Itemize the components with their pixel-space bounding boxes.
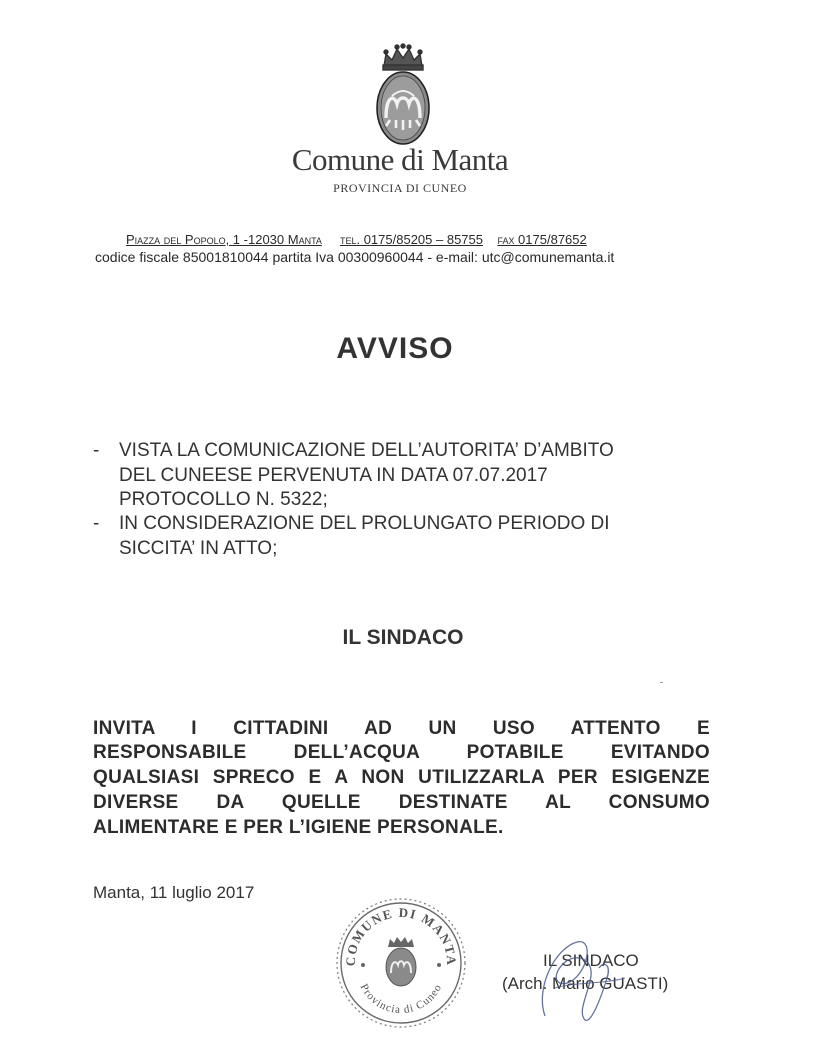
bullet-line: VISTA LA COMUNICAZIONE DELL’AUTORITA’ D’AMBITO: [119, 440, 614, 461]
date-place: Manta, 11 luglio 2017: [93, 883, 255, 902]
signatory-title: IL SINDACO: [543, 951, 639, 970]
municipality-name: Comune di Manta: [291, 142, 509, 177]
bullet-item: [93, 513, 610, 535]
notice-title: AVVISO: [336, 332, 454, 365]
stamp-bottom-text: Provincia di Cuneo: [357, 981, 445, 1017]
bullet-line: SICCITA’ IN ATTO;: [119, 538, 278, 559]
bullet-line: IN CONSIDERAZIONE DEL PROLUNGATO PERIODO DI: [119, 513, 610, 534]
bullet-line: DEL CUNEESE PERVENUTA IN DATA 07.07.2017: [119, 465, 548, 486]
body-line: RESPONSABILE DELL’ACQUA POTABILE EVITANDO: [93, 742, 710, 763]
municipal-crest-logo: [372, 40, 434, 152]
body-line: QUALSIASI SPRECO E A NON UTILIZZARLA PER ESIGENZE: [93, 767, 710, 788]
bullet-dash: -: [93, 440, 100, 461]
scan-speck: [660, 682, 663, 683]
fax-text: fax 0175/87652: [497, 232, 587, 247]
bullet-item: [93, 440, 614, 462]
official-stamp-seal: [333, 895, 469, 1031]
address-line: [126, 232, 587, 247]
bullet-line: PROTOCOLLO N. 5322;: [119, 489, 328, 510]
signatory-name: (Arch. Mario GUASTI): [502, 974, 669, 993]
body-line: INVITA I CITTADINI AD UN USO ATTENTO E: [93, 718, 710, 739]
fiscal-info-line: codice fiscale 85001810044 partita Iva 00300960044 - e-mail: utc@comunemanta.it: [95, 249, 615, 265]
province-name: PROVINCIA DI CUNEO: [333, 181, 467, 195]
svg-text:Provincia di Cuneo: [358, 982, 445, 1016]
address-text: Piazza del Popolo, 1 -12030 Manta: [126, 232, 322, 247]
body-line: ALIMENTARE E PER L’IGIENE PERSONALE.: [93, 817, 504, 838]
handwritten-signature: [515, 928, 635, 1028]
telephone-text: tel. 0175/85205 – 85755: [339, 232, 483, 247]
body-line: DIVERSE DA QUELLE DESTINATE AL CONSUMO: [93, 792, 710, 813]
stamp-top-text: COMUNE DI MANTA: [342, 904, 460, 967]
bullet-dash: -: [93, 513, 100, 534]
mayor-heading: IL SINDACO: [342, 626, 464, 649]
